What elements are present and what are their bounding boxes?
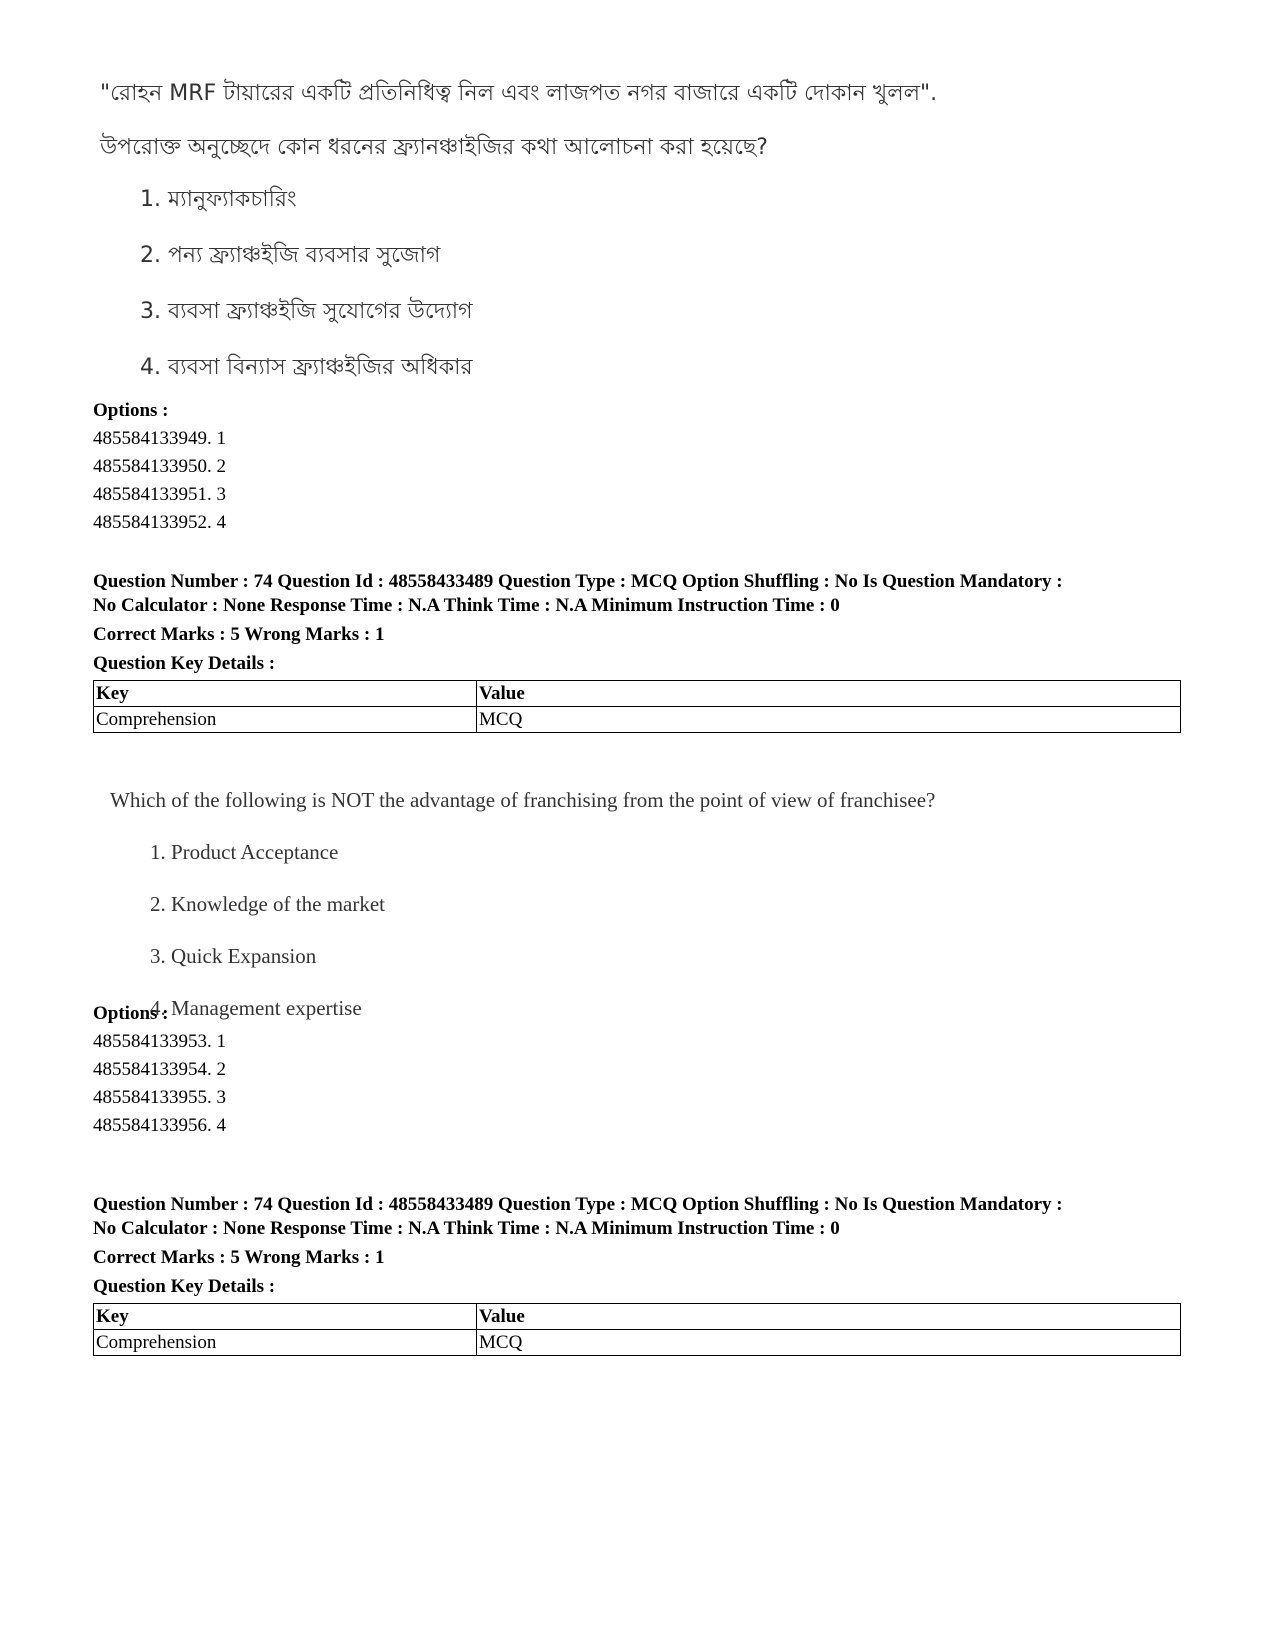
key-details-label: Question Key Details : (93, 653, 276, 674)
table-header-row (94, 681, 1181, 707)
table-cell: Comprehension (94, 707, 477, 733)
option-id: 485584133955. 3 (93, 1087, 226, 1108)
table-header-row (94, 1304, 1181, 1330)
meta-line: Question Number : 74 Question Id : 48558433489 Question Type : MCQ Option Shuffling : No Is Question Mandatory : (93, 571, 1063, 592)
meta-line: No Calculator : None Response Time : N.A Think Time : N.A Minimum Instruction Time : 0 (93, 595, 840, 616)
table-cell: MCQ (477, 1330, 1181, 1356)
question-meta (93, 570, 1183, 733)
table-row (94, 1330, 1181, 1356)
option-id: 485584133953. 1 (93, 1031, 226, 1052)
option-id: 485584133950. 2 (93, 456, 226, 477)
question-prompt: উপরোক্ত অনুচ্ছেদে কোন ধরনের ফ্র্যানঞ্চাইজির কথা আলোচনা করা হয়েছে? (100, 135, 768, 160)
table-header-cell: Key (94, 1304, 477, 1330)
choice-item: 3. ব্যবসা ফ্র্যাঞ্চইজি সুযোগের উদ্যোগ (140, 299, 473, 324)
choice-item: 2. Knowledge of the market (150, 892, 386, 916)
table-cell: Comprehension (94, 1330, 477, 1356)
question-stem: "রোহন MRF টায়ারের একটি প্রতিনিধিত্ব নিল এবং লাজপত নগর বাজারে একটি দোকান খুলল". (100, 81, 938, 106)
table-row (94, 707, 1181, 733)
options-label: Options : (93, 400, 169, 421)
options-block (93, 397, 1183, 537)
options-label: Options : (93, 1003, 169, 1024)
key-details-table (93, 680, 1181, 733)
key-details-table (93, 1303, 1181, 1356)
table-cell: MCQ (477, 707, 1181, 733)
choice-item: 1. Product Acceptance (150, 840, 339, 864)
choice-list (110, 838, 935, 1022)
question-meta (93, 1193, 1183, 1356)
options-block (93, 1000, 1183, 1140)
table-header-cell: Key (94, 681, 477, 707)
table-header-cell: Value (477, 1304, 1181, 1330)
choice-item: 4. Management expertise (150, 996, 362, 1020)
marks-line: Correct Marks : 5 Wrong Marks : 1 (93, 1247, 385, 1268)
choice-item: 3. Quick Expansion (150, 944, 317, 968)
english-question-image (110, 786, 935, 1022)
meta-line: No Calculator : None Response Time : N.A Think Time : N.A Minimum Instruction Time : 0 (93, 1218, 840, 1239)
choice-list (100, 186, 937, 382)
choice-item: 2. পন্য ফ্র্যাঞ্চইজি ব্যবসার সুজোগ (140, 243, 441, 268)
table-header-cell: Value (477, 681, 1181, 707)
option-id: 485584133951. 3 (93, 484, 226, 505)
meta-line: Question Number : 74 Question Id : 48558433489 Question Type : MCQ Option Shuffling : No Is Question Mandatory : (93, 1194, 1063, 1215)
option-id: 485584133952. 4 (93, 512, 226, 533)
choice-item: 1. ম্যানুফ্যাকচারিং (140, 187, 297, 212)
key-details-label: Question Key Details : (93, 1276, 276, 1297)
marks-line: Correct Marks : 5 Wrong Marks : 1 (93, 624, 385, 645)
bengali-question-image (100, 80, 937, 382)
option-id: 485584133954. 2 (93, 1059, 226, 1080)
option-id: 485584133956. 4 (93, 1115, 226, 1136)
option-id: 485584133949. 1 (93, 428, 226, 449)
question-stem: Which of the following is NOT the advantage of franchising from the point of view of franchisee? (110, 788, 936, 812)
choice-item: 4. ব্যবসা বিন্যাস ফ্র্যাঞ্চইজির অধিকার (140, 355, 473, 380)
